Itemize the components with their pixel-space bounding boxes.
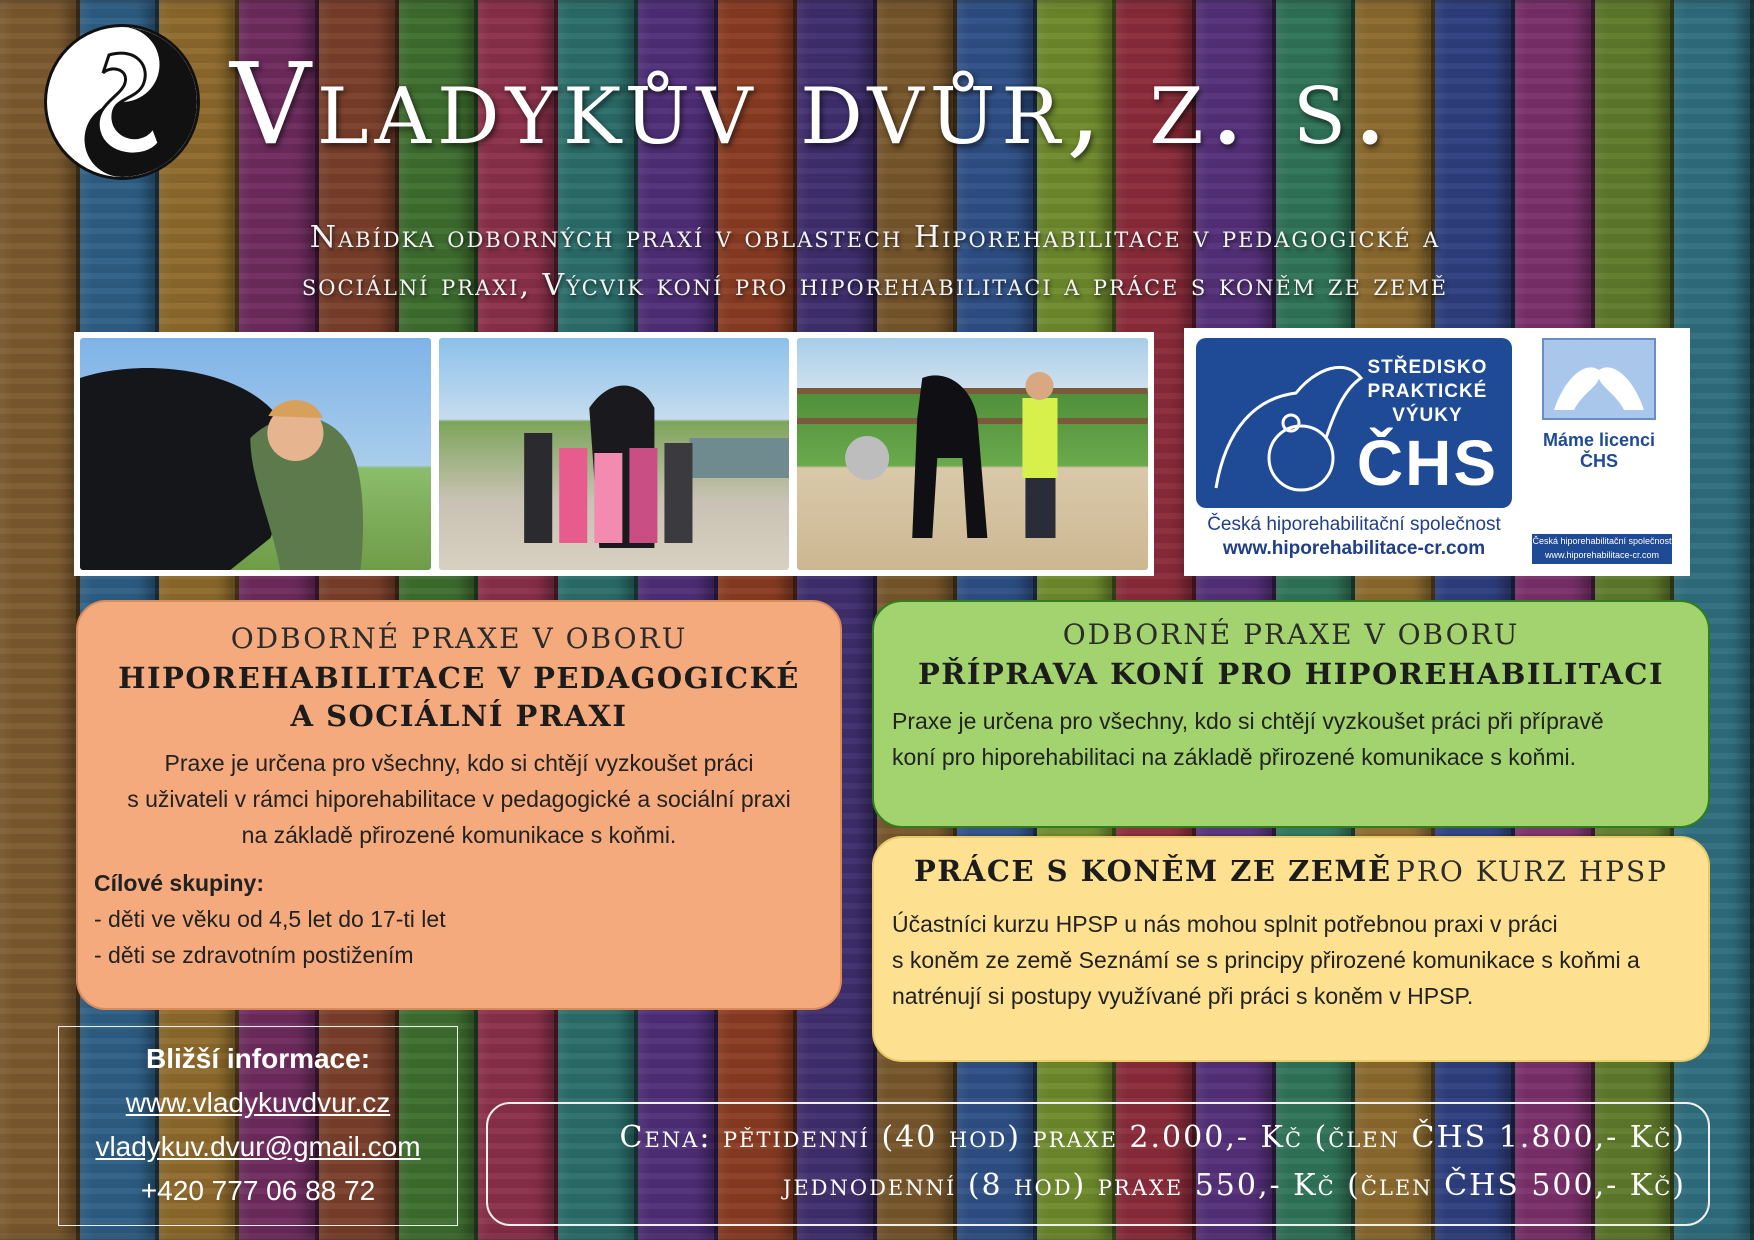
practice-box-groundwork	[872, 836, 1710, 1062]
license-badge	[1524, 338, 1674, 564]
practice-box-horse-preparation	[872, 600, 1710, 828]
license-small-url: www.hiporehabilitace-cr.com	[1544, 550, 1660, 560]
box-headline: PŘÍPRAVA KONÍ PRO HIPOREHABILITACI	[917, 657, 1665, 691]
box-text: s uživateli v rámci hiporehabilitace v pedagogické a sociální praxi	[127, 786, 791, 812]
chs-badge	[1184, 328, 1690, 576]
photo-girl-leading-horse	[797, 338, 1148, 570]
page-subtitle	[150, 214, 1600, 310]
price-box	[486, 1102, 1710, 1226]
page-title: Vladykův dvůr, z. s.	[230, 40, 1394, 170]
license-footer	[1532, 534, 1672, 564]
group-item: - děti ve věku od 4,5 let do 17-ti let	[94, 906, 446, 932]
contact-title: Bližší informace:	[145, 1043, 371, 1074]
box-headline: HIPOREHABILITACE V PEDAGOGICKÉ	[118, 661, 800, 695]
chs-name: Česká hiporehabilitační společnost	[1207, 514, 1501, 535]
box-headline-rest: PRO KURZ HPSP	[1396, 855, 1669, 888]
box-text: s koněm ze země Seznámí se s principy přirozené komunikace s koňmi a	[892, 947, 1640, 973]
box-headline	[874, 854, 1708, 888]
box-text: Praxe je určena pro všechny, kdo si chtějí vyzkoušet práci	[164, 750, 754, 776]
price-line: jednodenní (8 hod) praxe 550,- Kč (člen ČHS 500,- Kč)	[782, 1168, 1686, 1203]
contact-info	[58, 1026, 458, 1226]
chs-abbr: ČHS	[1356, 427, 1498, 499]
website-link[interactable]: www.vladykuvdvur.cz	[125, 1087, 391, 1118]
box-text: na základě přirozené komunikace s koňmi.	[241, 822, 677, 848]
box-headline: A SOCIÁLNÍ PRAXI	[290, 699, 628, 733]
chs-logo	[1196, 338, 1512, 564]
license-horse-icon	[1542, 338, 1656, 420]
box-text: koní pro hiporehabilitaci na základě přirozené komunikace s koňmi.	[892, 744, 1576, 770]
horse-head-logo-icon	[44, 24, 200, 180]
chs-text	[1357, 356, 1498, 498]
box-text: Praxe je určena pro všechny, kdo si chtějí vyzkoušet práci při přípravě	[892, 708, 1604, 734]
groups-title: Cílové skupiny:	[94, 870, 264, 896]
box-kicker: ODBORNÉ PRAXE V OBORU	[1062, 618, 1520, 651]
chs-line: VÝUKY	[1392, 405, 1463, 426]
email-link[interactable]: vladykuv.dvur@gmail.com	[95, 1131, 421, 1162]
license-text: Máme licenci ČHS	[1542, 430, 1656, 471]
phone-number: +420 777 06 88 72	[140, 1175, 376, 1206]
box-text: natrénují si postupy využívané při práci s koněm v HPSP.	[892, 983, 1474, 1009]
photo-child-and-horse	[80, 338, 431, 570]
box-text: Účastníci kurzu HPSP u nás mohou splnit potřebnou praxi v práci	[892, 911, 1558, 937]
photo-group-with-horse	[439, 338, 790, 570]
subtitle-line: Nabídka odborných praxí v oblastech Hiporehabilitace v pedagogické a	[309, 220, 1441, 255]
chs-line: PRAKTICKÉ	[1367, 381, 1488, 402]
price-line: Cena: pětidenní (40 hod) praxe 2.000,- Kč (člen ČHS 1.800,- Kč)	[619, 1120, 1686, 1155]
subtitle-line: sociální praxi, Výcvik koní pro hiporehabilitaci a práce s koněm ze země	[301, 268, 1449, 303]
group-item: - děti se zdravotním postižením	[94, 942, 414, 968]
practice-box-hiporehabilitation	[76, 600, 842, 1010]
box-kicker: ODBORNÉ PRAXE V OBORU	[230, 622, 688, 655]
chs-url: www.hiporehabilitace-cr.com	[1222, 538, 1486, 559]
chs-line: STŘEDISKO	[1367, 357, 1488, 378]
box-headline-bold: PRÁCE S KONĚM ZE ZEMĚ	[913, 854, 1392, 888]
chs-logo-icon	[1196, 338, 1512, 508]
photo-strip	[74, 332, 1154, 576]
license-small-name: Česká hiporehabilitační společnost	[1532, 536, 1672, 546]
